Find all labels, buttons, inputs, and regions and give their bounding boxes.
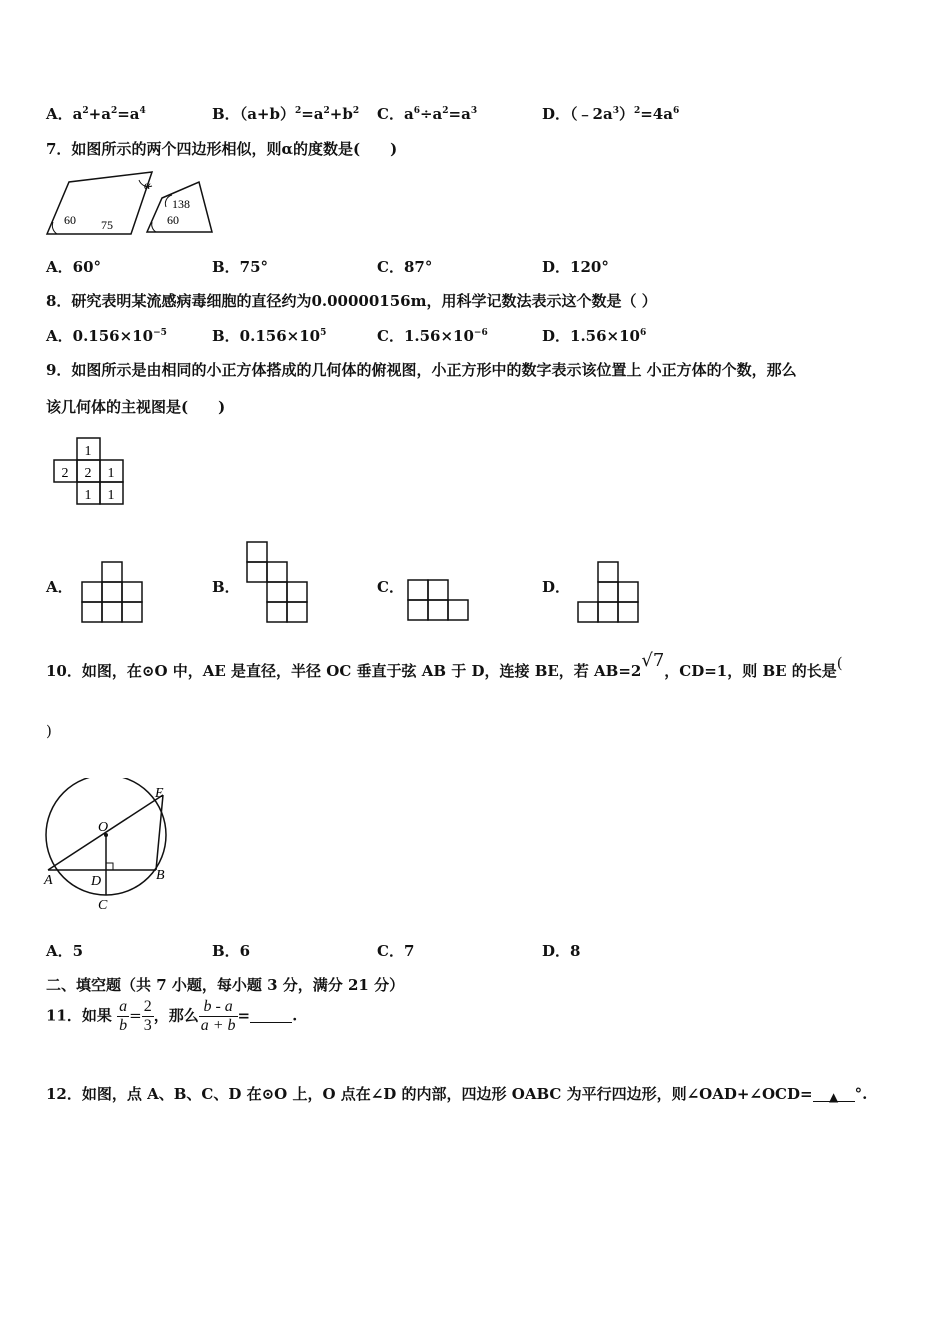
q8-option-b: B．$0.156\times 10^5$: [212, 327, 327, 345]
q9-option-b-figure: [245, 540, 311, 625]
q7-option-a: A．60°: [46, 258, 102, 276]
q12: 12．如图，点 A、B、C、D 在⊙O 上，O 点在∠D 的内部，四边形 OABC 为平行四边形，则∠OAD+∠OCD= ▲ °.: [46, 1085, 868, 1104]
q11-frac-expr: $\frac{b - a}{a + b}$: [200, 998, 236, 1034]
q7-figure: [44, 168, 219, 240]
q10-option-d: D．8: [542, 942, 581, 960]
q7-angle-75: 75: [101, 218, 113, 232]
q9-cell-r3b: 1: [107, 488, 115, 503]
q9-cell-r3a: 1: [84, 488, 92, 503]
q10-label-o: O: [98, 820, 109, 835]
q10-label-c: C: [98, 898, 108, 913]
q11-answer-blank[interactable]: [250, 1008, 292, 1023]
q7-angle-60-b: 60: [167, 213, 179, 227]
q10-option-c: C．7: [377, 942, 415, 960]
q8-option-a: A．$0.156\times 10^{-5}$: [46, 327, 167, 345]
q7-option-d: D．120°: [542, 258, 609, 276]
q6-option-a: A．$a^2+a^2=a^4$: [46, 105, 146, 123]
q10-label-b: B: [156, 868, 165, 883]
q8-stem: 8．研究表明某流感病毒细胞的直径约为0.00000156m，用科学记数法表示这个数是（ ）: [46, 292, 657, 310]
q9-option-d-label: D．: [542, 578, 571, 596]
q7-angle-60-a: 60: [64, 213, 76, 227]
q10-sqrt7: √7: [641, 650, 665, 671]
q9-stem-line1: 9．如图所示是由相同的小正方体搭成的几何体的俯视图，小正方形中的数字表示该位置上 小正方体的个数，那么: [46, 361, 797, 379]
q10-option-b: B．6: [212, 942, 251, 960]
q7-angle-138: 138: [172, 197, 190, 211]
q9-cell-r2a: 2: [61, 466, 69, 481]
q9-option-a-label: A．: [46, 578, 73, 596]
q7-option-b: B．75°: [212, 258, 269, 276]
q11-frac-2-3: $\frac{2}{3}$: [143, 998, 152, 1034]
q10-label-d: D: [91, 874, 102, 889]
q8-option-d: D．$1.56\times 10^6$: [542, 327, 647, 345]
q9-option-c-figure: [406, 578, 472, 623]
q9-top-view-grid: [50, 436, 126, 508]
q7-stem: 7．如图所示的两个四边形相似，则α的度数是( ): [46, 140, 398, 158]
q11: 11．如果 $\frac{a}{b}$ = $\frac{2}{3}$ ，那么 $\frac{b - a}{a + b}$ = .: [46, 998, 298, 1034]
q10-circle-figure: [40, 778, 180, 918]
q11-frac-a-b: $\frac{a}{b}$: [119, 998, 128, 1034]
q7-alpha-label: α: [144, 178, 151, 192]
q10-option-a: A．5: [46, 942, 84, 960]
q9-option-c-label: C．: [377, 578, 404, 596]
q10-close-paren: ): [46, 722, 52, 740]
q9-stem-line2: 该几何体的主视图是( ): [46, 398, 226, 416]
q12-answer-blank[interactable]: ▲: [813, 1087, 855, 1102]
q6-option-c: C．$a^6\div a^2=a^3$: [377, 105, 478, 123]
q6-option-b: B．$(a+b)^2=a^2+b^2$: [212, 105, 360, 123]
q9-option-a-figure: [80, 560, 146, 625]
q9-cell-r2c: 1: [107, 466, 115, 481]
q6-option-d: D．$(﹣2a^3)^2=4a^6$: [542, 105, 680, 123]
q10-label-e: E: [155, 786, 164, 801]
q7-option-c: C．87°: [377, 258, 433, 276]
q9-option-d-figure: [576, 560, 642, 625]
q8-option-c: C．$1.56\times 10^{-6}$: [377, 327, 488, 345]
q9-cell-r1: 1: [84, 444, 92, 459]
q10-stem: 10．如图，在⊙O 中，AE 是直径，半径 OC 垂直于弦 AB 于 D，连接 BE，若 AB=2√7，CD=1，则 BE 的长是(: [46, 650, 843, 680]
section-2-heading: 二、填空题（共 7 小题，每小题 3 分，满分 21 分）: [46, 976, 405, 994]
q9-option-b-label: B．: [212, 578, 240, 596]
q10-label-a: A: [44, 873, 53, 888]
q9-cell-r2b: 2: [84, 466, 92, 481]
